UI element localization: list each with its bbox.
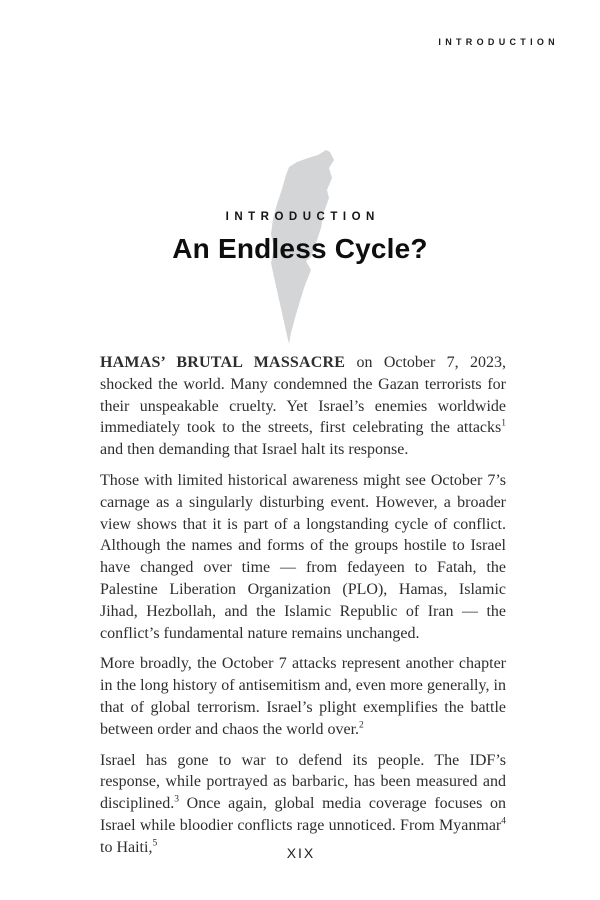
paragraph-text: and then demanding that Israel halt its response.	[100, 441, 409, 459]
paragraph-text: Those with limited historical awareness might see October 7’s carnage as a singularly disturbing event. However, a broader view shows that it is part of a longstanding cycle of conflict. Although the names and forms of the groups hostile to Israel have changed over time — from fedayeen to Fatah, the Palestine Liberation Organization (PLO), Hamas, Islamic Jihad, Hezbollah, and the Islamic Republic of Iran — the conflict’s fundamental nature remains unchanged.	[100, 471, 506, 642]
paragraph-3	[100, 653, 506, 740]
footnote-ref-2: 2	[359, 720, 364, 731]
chapter-title: An Endless Cycle?	[172, 233, 428, 264]
paragraph-text: Once again, global media coverage focuses on Israel while bloodier conflicts rage unnoticed. From Myanmar	[100, 795, 506, 834]
footnote-ref-1: 1	[501, 419, 506, 430]
paragraph-text: to Haiti,	[100, 838, 153, 856]
paragraph-1	[100, 352, 506, 461]
chapter-kicker: INTRODUCTION	[225, 211, 380, 223]
body-copy	[100, 352, 506, 868]
running-header: INTRODUCTION	[438, 37, 559, 47]
paragraph-text: on October 7, 2023, shocked the world. Many condemned the Gazan terrorists for their unspeakable cruelty. Yet Israel’s enemies worldwide immediately took to the streets, first celebrating the attacks	[100, 354, 506, 437]
page-number: XIX	[286, 845, 316, 861]
paragraph-4	[100, 750, 506, 859]
footnote-ref-3: 3	[174, 794, 179, 805]
footnote-ref-4: 4	[501, 816, 506, 827]
paragraph-text: Israel has gone to war to defend its people. The IDF’s response, while portrayed as barbaric, has been measured and disciplined.	[100, 751, 506, 813]
paragraph-2	[100, 470, 506, 644]
footnote-ref-5: 5	[152, 838, 158, 849]
paragraph-text: More broadly, the October 7 attacks represent another chapter in the long history of antisemitism and, even more generally, in that of global terrorism. Israel’s plight exemplifies the battle between order and chaos the world over.	[100, 655, 506, 738]
paragraph-lead-caps: HAMAS’ BRUTAL MASSACRE	[100, 354, 346, 371]
